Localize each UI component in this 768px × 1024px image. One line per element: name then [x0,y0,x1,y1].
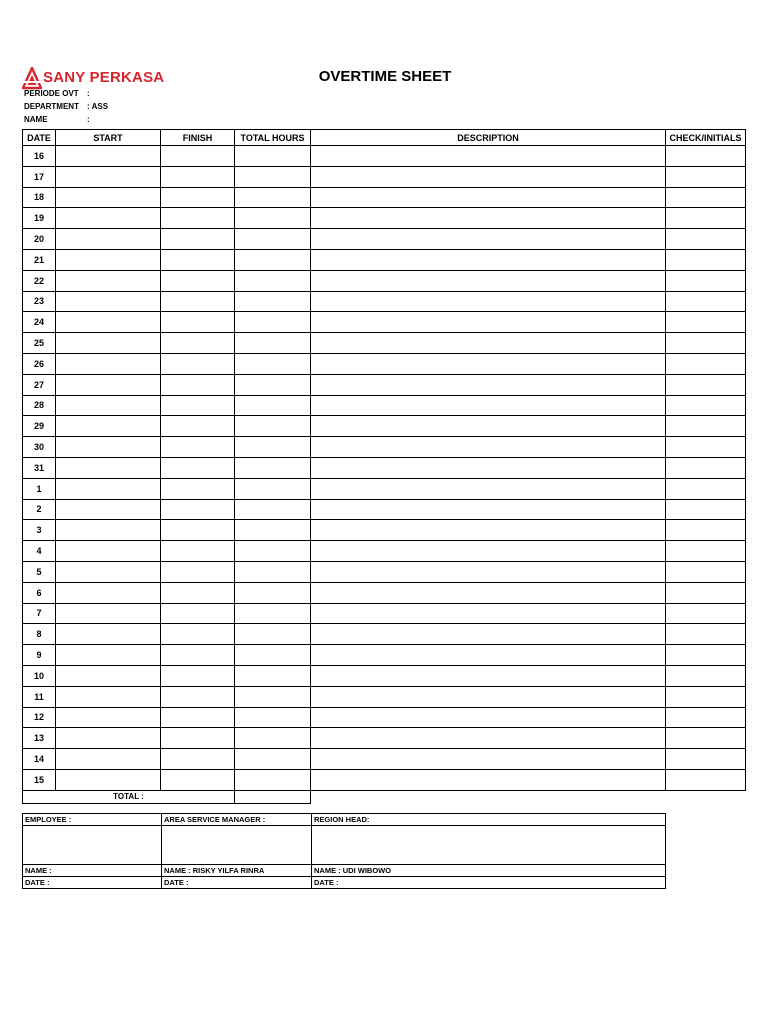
finish-cell[interactable] [161,541,235,562]
signature-space-row [23,826,666,865]
finish-cell[interactable] [161,769,235,790]
total-hours-cell[interactable] [235,769,311,790]
description-cell[interactable] [311,520,666,541]
check-initials-cell[interactable] [666,707,746,728]
description-cell[interactable] [311,333,666,354]
table-row [23,353,746,374]
info-name [24,115,90,124]
start-cell[interactable] [56,728,161,749]
employee-signature-box[interactable] [23,826,162,865]
description-cell[interactable] [311,270,666,291]
check-initials-cell[interactable] [666,437,746,458]
signature-table [22,813,666,889]
manager-signature-box[interactable] [162,826,312,865]
finish-cell[interactable] [161,645,235,666]
start-cell[interactable] [56,416,161,437]
start-cell[interactable] [56,665,161,686]
table-row [23,665,746,686]
finish-cell[interactable] [161,270,235,291]
start-cell[interactable] [56,541,161,562]
table-row [23,249,746,270]
total-hours-cell[interactable] [235,457,311,478]
check-initials-cell[interactable] [666,478,746,499]
check-initials-cell[interactable] [666,166,746,187]
total-hours-cell[interactable] [235,582,311,603]
header-finish: FINISH [161,130,235,146]
description-cell[interactable] [311,353,666,374]
description-cell[interactable] [311,478,666,499]
table-row [23,416,746,437]
header-check-initials: CHECK/INITIALS [666,130,746,146]
check-initials-cell[interactable] [666,146,746,167]
check-initials-cell[interactable] [666,769,746,790]
total-hours-cell[interactable] [235,520,311,541]
date-cell: 22 [23,270,56,291]
check-initials-cell[interactable] [666,333,746,354]
table-row [23,291,746,312]
start-cell[interactable] [56,561,161,582]
description-cell[interactable] [311,374,666,395]
manager-date: DATE : [162,877,312,889]
total-hours-cell[interactable] [235,437,311,458]
region-head-signature-box[interactable] [312,826,666,865]
finish-cell[interactable] [161,478,235,499]
info-value: : [87,89,90,98]
total-hours-cell[interactable] [235,665,311,686]
description-cell[interactable] [311,769,666,790]
description-cell[interactable] [311,728,666,749]
start-cell[interactable] [56,249,161,270]
finish-cell[interactable] [161,520,235,541]
page-title: OVERTIME SHEET [318,68,452,85]
date-cell: 31 [23,457,56,478]
info-label: PERIODE OVT [24,89,79,98]
check-initials-cell[interactable] [666,457,746,478]
description-cell[interactable] [311,187,666,208]
company-name: SANY PERKASA [43,69,165,86]
description-cell[interactable] [311,166,666,187]
header-description: DESCRIPTION [311,130,666,146]
signature-dates-row [23,877,666,889]
finish-cell[interactable] [161,749,235,770]
date-cell: 26 [23,353,56,374]
description-cell[interactable] [311,249,666,270]
date-cell: 24 [23,312,56,333]
description-cell[interactable] [311,561,666,582]
date-cell: 17 [23,166,56,187]
table-row [23,333,746,354]
date-cell: 8 [23,624,56,645]
table-row [23,229,746,250]
date-cell: 28 [23,395,56,416]
start-cell[interactable] [56,208,161,229]
total-hours-cell[interactable] [235,291,311,312]
table-row [23,437,746,458]
start-cell[interactable] [56,437,161,458]
table-row [23,582,746,603]
total-hours-cell[interactable] [235,187,311,208]
date-cell: 21 [23,249,56,270]
date-cell: 30 [23,437,56,458]
description-cell[interactable] [311,749,666,770]
total-hours-cell[interactable] [235,603,311,624]
description-cell[interactable] [311,686,666,707]
table-row [23,603,746,624]
description-cell[interactable] [311,499,666,520]
total-hours-cell[interactable] [235,146,311,167]
total-hours-cell[interactable] [235,728,311,749]
description-cell[interactable] [311,624,666,645]
check-initials-cell[interactable] [666,249,746,270]
date-cell: 7 [23,603,56,624]
date-cell: 25 [23,333,56,354]
region-head-name: NAME : UDI WIBOWO [312,865,666,877]
start-cell[interactable] [56,187,161,208]
finish-cell[interactable] [161,416,235,437]
date-cell: 20 [23,229,56,250]
total-hours-cell[interactable] [235,749,311,770]
info-value: : ASS [87,102,109,111]
start-cell[interactable] [56,603,161,624]
table-row [23,166,746,187]
info-periode [24,89,90,98]
table-row [23,146,746,167]
start-cell[interactable] [56,582,161,603]
start-cell[interactable] [56,229,161,250]
area-service-manager-role: AREA SERVICE MANAGER : [162,814,312,826]
employee-name: NAME : [23,865,162,877]
total-label: TOTAL : [23,790,235,803]
total-hours-cell[interactable] [235,374,311,395]
table-row [23,707,746,728]
description-cell[interactable] [311,229,666,250]
check-initials-cell[interactable] [666,665,746,686]
start-cell[interactable] [56,499,161,520]
date-cell: 4 [23,541,56,562]
check-initials-cell[interactable] [666,187,746,208]
table-row [23,374,746,395]
check-initials-cell[interactable] [666,291,746,312]
table-row [23,686,746,707]
total-hours-cell[interactable] [235,478,311,499]
table-row [23,478,746,499]
finish-cell[interactable] [161,624,235,645]
finish-cell[interactable] [161,166,235,187]
check-initials-cell[interactable] [666,374,746,395]
description-cell[interactable] [311,208,666,229]
total-hours-cell[interactable] [235,208,311,229]
info-department [24,102,108,111]
start-cell[interactable] [56,270,161,291]
description-cell[interactable] [311,395,666,416]
check-initials-cell[interactable] [666,312,746,333]
start-cell[interactable] [56,624,161,645]
start-cell[interactable] [56,478,161,499]
finish-cell[interactable] [161,437,235,458]
date-cell: 15 [23,769,56,790]
total-hours-cell[interactable] [235,229,311,250]
finish-cell[interactable] [161,374,235,395]
description-cell[interactable] [311,416,666,437]
total-hours-cell[interactable] [235,166,311,187]
total-hours-cell[interactable] [235,624,311,645]
table-row [23,499,746,520]
check-initials-cell[interactable] [666,749,746,770]
finish-cell[interactable] [161,353,235,374]
start-cell[interactable] [56,457,161,478]
total-hours-cell[interactable] [235,686,311,707]
check-initials-cell[interactable] [666,520,746,541]
check-initials-cell[interactable] [666,395,746,416]
date-cell: 13 [23,728,56,749]
total-hours-cell[interactable] [235,395,311,416]
total-hours-cell[interactable] [235,561,311,582]
table-row [23,541,746,562]
info-label: NAME [24,115,48,124]
finish-cell[interactable] [161,707,235,728]
region-head-date: DATE : [312,877,666,889]
description-cell[interactable] [311,665,666,686]
description-cell[interactable] [311,645,666,666]
date-cell: 16 [23,146,56,167]
date-cell: 14 [23,749,56,770]
start-cell[interactable] [56,645,161,666]
table-row [23,457,746,478]
check-initials-cell[interactable] [666,686,746,707]
header-start: START [56,130,161,146]
date-cell: 23 [23,291,56,312]
finish-cell[interactable] [161,291,235,312]
finish-cell[interactable] [161,146,235,167]
header-total-hours: TOTAL HOURS [235,130,311,146]
finish-cell[interactable] [161,728,235,749]
total-hours-cell[interactable] [235,270,311,291]
employee-role: EMPLOYEE : [23,814,162,826]
check-initials-cell[interactable] [666,229,746,250]
total-hours-cell[interactable] [235,790,311,803]
table-row [23,561,746,582]
date-cell: 9 [23,645,56,666]
start-cell[interactable] [56,707,161,728]
date-cell: 11 [23,686,56,707]
description-cell[interactable] [311,291,666,312]
description-cell[interactable] [311,707,666,728]
check-initials-cell[interactable] [666,416,746,437]
check-initials-cell[interactable] [666,561,746,582]
start-cell[interactable] [56,312,161,333]
check-initials-cell[interactable] [666,270,746,291]
total-hours-cell[interactable] [235,645,311,666]
start-cell[interactable] [56,520,161,541]
signature-roles-row [23,814,666,826]
start-cell[interactable] [56,395,161,416]
start-cell[interactable] [56,769,161,790]
start-cell[interactable] [56,291,161,312]
check-initials-cell[interactable] [666,582,746,603]
finish-cell[interactable] [161,457,235,478]
finish-cell[interactable] [161,208,235,229]
start-cell[interactable] [56,686,161,707]
date-cell: 6 [23,582,56,603]
total-hours-cell[interactable] [235,541,311,562]
total-hours-cell[interactable] [235,499,311,520]
table-row [23,208,746,229]
finish-cell[interactable] [161,333,235,354]
info-value: : [87,115,90,124]
check-initials-cell[interactable] [666,603,746,624]
finish-cell[interactable] [161,229,235,250]
total-hours-cell[interactable] [235,707,311,728]
info-label: DEPARTMENT [24,102,79,111]
check-initials-cell[interactable] [666,624,746,645]
date-cell: 2 [23,499,56,520]
date-cell: 27 [23,374,56,395]
start-cell[interactable] [56,333,161,354]
finish-cell[interactable] [161,312,235,333]
finish-cell[interactable] [161,395,235,416]
check-initials-cell[interactable] [666,541,746,562]
table-row [23,645,746,666]
total-hours-cell[interactable] [235,353,311,374]
company-logo [22,67,172,91]
date-cell: 1 [23,478,56,499]
date-cell: 5 [23,561,56,582]
check-initials-cell[interactable] [666,499,746,520]
table-row [23,728,746,749]
date-cell: 19 [23,208,56,229]
table-row [23,270,746,291]
finish-cell[interactable] [161,561,235,582]
table-header-row [23,130,746,146]
total-hours-cell[interactable] [235,249,311,270]
finish-cell[interactable] [161,249,235,270]
finish-cell[interactable] [161,582,235,603]
signature-names-row [23,865,666,877]
start-cell[interactable] [56,374,161,395]
header-date: DATE [23,130,56,146]
date-cell: 29 [23,416,56,437]
finish-cell[interactable] [161,603,235,624]
overtime-table [22,129,746,804]
finish-cell[interactable] [161,499,235,520]
sany-logo-icon [22,67,42,91]
manager-name: NAME : RISKY YILFA RINRA [162,865,312,877]
finish-cell[interactable] [161,665,235,686]
check-initials-cell[interactable] [666,353,746,374]
date-cell: 3 [23,520,56,541]
total-hours-cell[interactable] [235,333,311,354]
table-row [23,769,746,790]
table-row [23,312,746,333]
table-row [23,624,746,645]
start-cell[interactable] [56,749,161,770]
start-cell[interactable] [56,166,161,187]
description-cell[interactable] [311,437,666,458]
description-cell[interactable] [311,603,666,624]
total-row [23,790,746,803]
start-cell[interactable] [56,146,161,167]
finish-cell[interactable] [161,187,235,208]
date-cell: 10 [23,665,56,686]
table-row [23,395,746,416]
check-initials-cell[interactable] [666,208,746,229]
description-cell[interactable] [311,541,666,562]
total-hours-cell[interactable] [235,416,311,437]
description-cell[interactable] [311,146,666,167]
check-initials-cell[interactable] [666,645,746,666]
table-row [23,749,746,770]
check-initials-cell[interactable] [666,728,746,749]
date-cell: 12 [23,707,56,728]
total-hours-cell[interactable] [235,312,311,333]
description-cell[interactable] [311,312,666,333]
employee-date: DATE : [23,877,162,889]
description-cell[interactable] [311,582,666,603]
region-head-role: REGION HEAD: [312,814,666,826]
finish-cell[interactable] [161,686,235,707]
table-row [23,187,746,208]
date-cell: 18 [23,187,56,208]
description-cell[interactable] [311,457,666,478]
table-row [23,520,746,541]
start-cell[interactable] [56,353,161,374]
